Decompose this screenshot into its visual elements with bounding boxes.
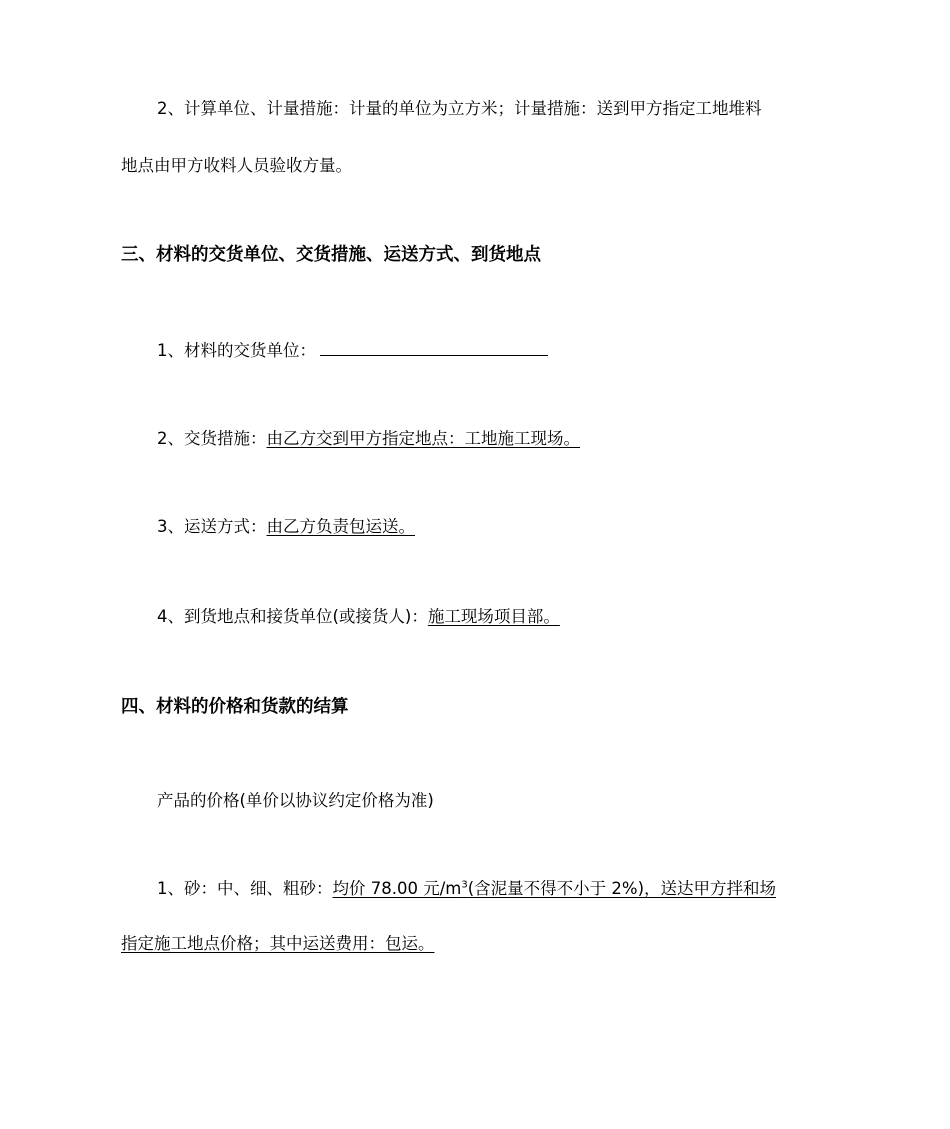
text: 产品的价格(单价以协议约定价格为准) <box>157 791 434 810</box>
blank-fill-line <box>320 339 548 356</box>
label: 1、砂：中、细、粗砂： <box>157 879 333 898</box>
transport-method-item <box>157 516 829 538</box>
heading-text: 四、材料的价格和货款的结算 <box>121 697 349 717</box>
label: 4、到货地点和接货单位(或接货人)： <box>157 607 428 626</box>
label: 3、运送方式： <box>157 517 267 536</box>
value-underlined: 施工现场项目部。 <box>427 607 560 626</box>
price-note <box>157 790 829 812</box>
section-heading-delivery <box>121 244 829 266</box>
section-heading-price <box>121 696 829 718</box>
text: 地点由甲方收料人员验收方量。 <box>121 156 352 175</box>
label: 2、交货措施： <box>157 429 267 448</box>
value-underlined <box>333 879 777 898</box>
sand-price-line1 <box>157 878 829 900</box>
value-underlined: 指定施工地点价格；其中运送费用：包运。 <box>121 934 435 953</box>
delivery-unit-item <box>157 339 829 362</box>
value-underlined: 由乙方交到甲方指定地点：工地施工现场。 <box>266 429 580 448</box>
value-underlined: 由乙方负责包运送。 <box>266 517 415 536</box>
text: 2、计算单位、计量措施：计量的单位为立方米；计量措施：送到甲方指定工地堆料 <box>157 99 762 118</box>
paragraph-measurement-line2 <box>121 155 829 177</box>
price-text-cont: (含泥量不得不小于 2%)，送达甲方拌和场 <box>467 879 777 898</box>
price-text: 均价 78.00 元/m <box>332 879 462 898</box>
destination-item <box>157 606 829 628</box>
delivery-method-item <box>157 428 829 450</box>
heading-text: 三、材料的交货单位、交货措施、运送方式、到货地点 <box>121 245 541 265</box>
label: 1、材料的交货单位： <box>157 341 316 360</box>
paragraph-measurement-line1 <box>157 98 829 120</box>
superscript: 3 <box>461 879 468 891</box>
sand-price-line2 <box>121 933 829 955</box>
